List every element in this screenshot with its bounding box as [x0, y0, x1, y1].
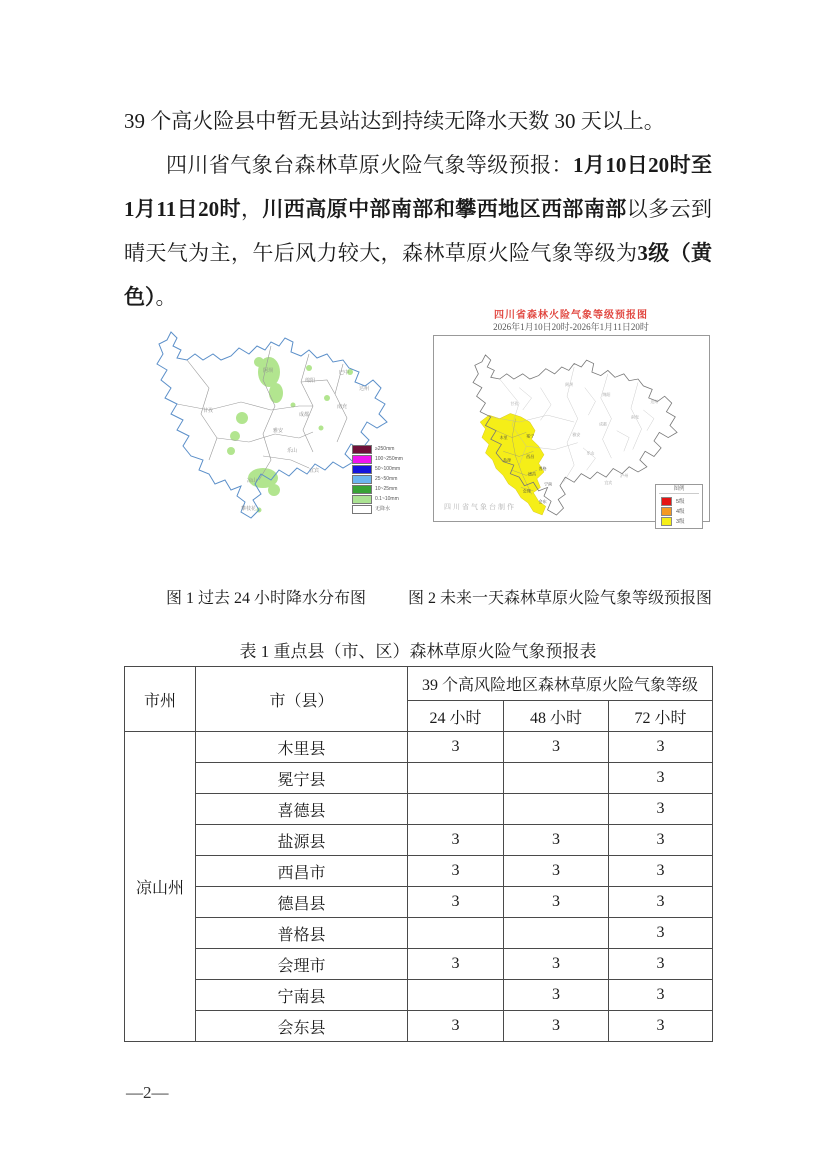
map-label: 攀枝花	[241, 506, 257, 512]
value-72h: 3	[609, 949, 713, 980]
legend-item	[352, 504, 403, 514]
page-number: —2—	[126, 1083, 169, 1102]
legend-label: 100~250mm	[375, 455, 403, 462]
map-label: 雅安	[572, 431, 581, 437]
fire-risk-zone-level3	[480, 413, 546, 515]
map-label: 达州	[650, 399, 659, 405]
header-cell-group: 39 个高风险地区森林草原火险气象等级	[408, 667, 713, 701]
map-frame	[433, 335, 710, 525]
map-label: 宁南	[544, 481, 552, 487]
figure-captions	[124, 585, 712, 608]
legend-label: 25~50mm	[375, 475, 398, 482]
map-label: 成都	[299, 412, 310, 418]
legend-swatch	[352, 475, 372, 484]
text-segment-bold: 川西高原中部南部和攀西地区西部南部	[262, 197, 627, 221]
value-24h: 3	[408, 1011, 504, 1042]
text-line-2	[124, 143, 712, 187]
text-segment: 以多云到	[626, 197, 713, 221]
figure-fire-risk-map	[425, 310, 717, 525]
map-label: 绵阳	[602, 392, 611, 398]
text-line-4	[124, 231, 712, 275]
map-label: 绵阳	[305, 378, 316, 384]
map-label: 雅安	[273, 428, 284, 434]
county-cell: 盐源县	[196, 825, 408, 856]
header-cell-24h: 24 小时	[408, 701, 504, 732]
value-24h: 3	[408, 825, 504, 856]
precipitation-patches	[227, 357, 353, 513]
fire-risk-forecast-table	[124, 666, 713, 1042]
value-72h: 3	[609, 856, 713, 887]
map-label: 甘孜	[510, 400, 519, 406]
map-label: 乐山	[287, 448, 298, 454]
figure2-caption: 图 2 未来一天森林草原火险气象等级预报图	[408, 590, 713, 607]
value-72h: 3	[609, 732, 713, 763]
text-segment: 晴天气为主，午后风力较大，森林草原火险气象等级为	[124, 241, 638, 265]
legend-swatch	[352, 485, 372, 494]
county-cell: 会东县	[196, 1011, 408, 1042]
legend-item	[656, 516, 702, 526]
legend-swatch	[352, 495, 372, 504]
legend-title: 图例	[659, 486, 699, 494]
legend-label: 4级	[676, 509, 685, 515]
map-label: 木里	[499, 435, 508, 441]
legend-label: 0.1~10mm	[375, 495, 399, 502]
body-text	[124, 99, 712, 319]
map-label: 阿坝	[565, 381, 574, 387]
map-title: 四川省森林火险气象等级预报图	[494, 310, 648, 321]
map-label: 阿坝	[263, 368, 274, 374]
legend-item	[352, 454, 403, 464]
value-24h	[408, 763, 504, 794]
map-label: 普格	[538, 466, 547, 472]
map-label: 冕宁	[526, 433, 535, 439]
legend-item	[352, 444, 403, 454]
value-48h: 3	[504, 1011, 609, 1042]
table-row	[125, 1011, 713, 1042]
value-72h: 3	[609, 794, 713, 825]
legend-swatch	[352, 455, 372, 464]
county-cell: 普格县	[196, 918, 408, 949]
county-cell: 西昌市	[196, 856, 408, 887]
header-cell-72h: 72 小时	[609, 701, 713, 732]
figure1-caption: 图 1 过去 24 小时降水分布图	[165, 590, 366, 607]
map-label: 乐山	[586, 450, 595, 456]
legend-label: 5级	[676, 499, 685, 505]
map-subtitle: 2026年1月10日20时-2026年1月11日20时	[493, 322, 649, 332]
value-48h	[504, 918, 609, 949]
legend-label: 3级	[676, 519, 685, 525]
legend-item	[352, 474, 403, 484]
text-segment-bold: 3级（黄	[637, 241, 713, 265]
table-row	[125, 763, 713, 794]
legend-label: 无降水	[375, 505, 391, 512]
table-row	[125, 980, 713, 1011]
value-48h: 3	[504, 856, 609, 887]
text-segment-bold: 色）	[124, 285, 156, 309]
value-24h: 3	[408, 949, 504, 980]
value-24h	[408, 918, 504, 949]
map-label: 凉山	[247, 478, 258, 484]
map-label: 成都	[599, 421, 607, 427]
value-72h: 3	[609, 763, 713, 794]
value-48h: 3	[504, 949, 609, 980]
precipitation-legend	[352, 444, 403, 514]
table-row	[125, 918, 713, 949]
legend-swatch	[352, 445, 372, 454]
value-48h: 3	[504, 887, 609, 918]
county-cell: 喜德县	[196, 794, 408, 825]
value-48h: 3	[504, 732, 609, 763]
value-24h: 3	[408, 887, 504, 918]
text-segment: 39 个高火险县中暂无县站达到持续无降水天数 30 天以上。	[124, 109, 665, 133]
county-cell: 冕宁县	[196, 763, 408, 794]
table-row	[125, 732, 713, 763]
value-72h: 3	[609, 825, 713, 856]
table-row	[125, 887, 713, 918]
legend-label: ≥250mm	[375, 445, 395, 452]
header-cell-prefecture: 市州	[125, 667, 196, 732]
map-label: 巴中	[339, 370, 350, 376]
legend-swatch	[661, 507, 672, 516]
legend-item	[656, 506, 702, 516]
text-line-3	[124, 187, 712, 231]
header-cell-county: 市（县）	[196, 667, 408, 732]
table-row	[125, 949, 713, 980]
legend-label: 50~100mm	[375, 465, 401, 472]
map-label: 宜宾	[309, 468, 320, 474]
legend-swatch	[352, 505, 372, 514]
map-label: 泸州	[620, 473, 629, 479]
legend-swatch	[661, 517, 672, 526]
table-row	[125, 794, 713, 825]
value-24h	[408, 980, 504, 1011]
text-segment-bold: 1月11日20时	[124, 197, 241, 221]
value-72h: 3	[609, 1011, 713, 1042]
county-cell: 会理市	[196, 949, 408, 980]
map-label: 甘孜	[203, 408, 214, 414]
value-24h	[408, 794, 504, 825]
text-segment: 。	[155, 285, 177, 309]
value-48h	[504, 763, 609, 794]
legend-swatch	[661, 497, 672, 506]
text-segment: ，	[240, 197, 263, 221]
table-title: 表 1 重点县（市、区）森林草原火险气象预报表	[239, 642, 597, 661]
map-label: 会理	[522, 488, 531, 494]
value-72h: 3	[609, 980, 713, 1011]
value-24h: 3	[408, 732, 504, 763]
table-row	[125, 825, 713, 856]
map-label: 西昌	[526, 454, 535, 460]
value-48h	[504, 794, 609, 825]
legend-item	[352, 494, 403, 504]
map-label: 达州	[359, 386, 370, 392]
text-segment-bold: 1月10日20时至	[572, 153, 713, 177]
map-label: 会东	[538, 498, 547, 504]
county-cell: 宁南县	[196, 980, 408, 1011]
table-row	[125, 856, 713, 887]
map-label: 德昌	[528, 471, 537, 477]
map-credit: 四川省气象台制作	[444, 503, 516, 511]
figure-precipitation-map	[112, 310, 424, 525]
table-header-row-1	[125, 667, 713, 701]
text-line-1	[124, 99, 712, 143]
value-24h: 3	[408, 856, 504, 887]
value-72h: 3	[609, 887, 713, 918]
fire-risk-legend	[655, 484, 703, 529]
header-cell-48h: 48 小时	[504, 701, 609, 732]
value-72h: 3	[609, 918, 713, 949]
county-cell: 德昌县	[196, 887, 408, 918]
legend-item	[352, 484, 403, 494]
legend-label: 10~25mm	[375, 485, 398, 492]
map-label: 宜宾	[604, 480, 613, 485]
text-segment: 四川省气象台森林草原火险气象等级预报：	[166, 153, 573, 177]
legend-item	[656, 496, 702, 506]
value-48h: 3	[504, 825, 609, 856]
map-label: 南充	[630, 414, 639, 420]
prefecture-cell: 凉山州	[125, 732, 196, 1042]
map-label: 南充	[337, 404, 348, 410]
value-48h: 3	[504, 980, 609, 1011]
county-cell: 木里县	[196, 732, 408, 763]
legend-swatch	[352, 465, 372, 474]
legend-item	[352, 464, 403, 474]
map-label: 盐源	[503, 457, 512, 463]
